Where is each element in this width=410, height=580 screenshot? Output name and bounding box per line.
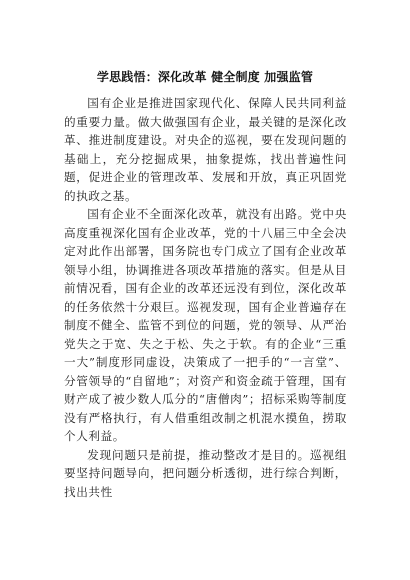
document-body (64, 94, 347, 501)
body-paragraph-2: 国有企业不全面深化改革，就没有出路。党中央高度重视深化国有企业改革，党的十八届三中全会决定对此作出部署，国务院也专门成立了国有企业改革领导小组，协调推进各项改革措施的落实。但是从目前情况看，国有企业的改革还远没有到位，深化改革的任务依然十分艰巨。巡视发现，国有企业普遍存在制度不健全、监管不到位的问题，党的领导、从严治党失之于宽、失之于松、失之于软。有的企业“三重一大”制度形同虚设，决策成了一把手的“一言堂”、分管领导的“自留地”；对资产和资金疏于管理，国有财产成了被少数人瓜分的“唐僧肉”；招标采购等制度没有严格执行，有人借重组改制之机混水摸鱼，捞取个人利益。 (64, 207, 347, 443)
body-paragraph-3: 发现问题只是前提，推动整改才是目的。巡视组要坚持问题导向，把问题分析透彻，进行综合判断，找出共性 (64, 447, 347, 499)
body-paragraph-1: 国有企业是推进国家现代化、保障人民共同利益的重要力量。做大做强国有企业，最关键的是深化改革、推进制度建设。对央企的巡视，要在发现问题的基础上，充分挖掘成果，抽象提炼，找出普遍性问题，促进企业的管理改革、发展和开放，真正巩固党的执政之基。 (64, 96, 347, 203)
document-title: 学思践悟：深化改革 健全制度 加强监管 (96, 70, 314, 84)
